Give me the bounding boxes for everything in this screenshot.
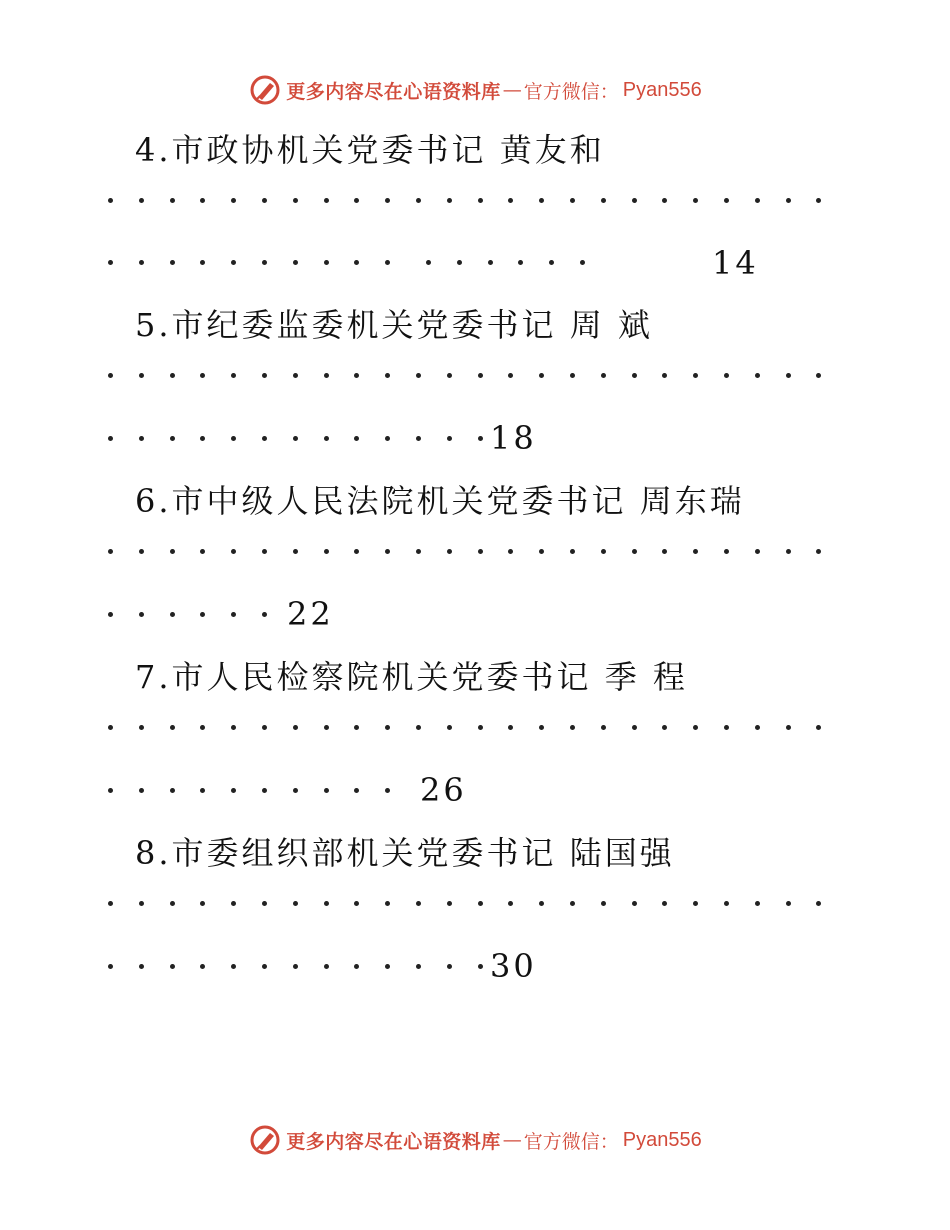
leader-dot [385,373,390,378]
leader-dot [324,198,329,203]
leader-dot [539,725,544,730]
leader-dot [354,373,359,378]
leader-dot [539,198,544,203]
leader-dot [816,373,821,378]
leader-dot [416,964,421,969]
leader-dot [293,725,298,730]
leader-dot [354,725,359,730]
leader-dot [139,198,144,203]
leader-dot [108,725,113,730]
leader-dot [786,373,791,378]
leader-dot [200,725,205,730]
toc-leader-dots [108,788,848,798]
toc-leader-dots [108,725,848,735]
leader-dot [200,549,205,554]
leader-dot [170,788,175,793]
leader-dot [354,549,359,554]
leader-dot [108,788,113,793]
toc-leader-dots [108,612,848,622]
watermark-wechat-label: 官方微信： [523,1130,619,1153]
leader-dot [816,901,821,906]
leader-dot [385,788,390,793]
leader-dot [724,901,729,906]
leader-dot [478,436,483,441]
leader-dot [262,725,267,730]
leader-dot [170,612,175,617]
leader-dot [508,198,513,203]
leader-dot [231,725,236,730]
leader-dot [816,549,821,554]
pen-logo-icon [248,1123,282,1157]
leader-dot [262,901,267,906]
toc-entry-title: 4.市政协机关党委书记 黄友和 [135,131,605,169]
leader-dot [324,549,329,554]
leader-dot [170,198,175,203]
toc-entry-title: 8.市委组织部机关党委书记 陆国强 [135,834,675,872]
leader-dot [231,373,236,378]
leader-dot [293,373,298,378]
leader-dot [108,373,113,378]
leader-dot [416,198,421,203]
leader-dot [231,436,236,441]
toc-page-number: 30 [490,947,537,985]
leader-dot [662,901,667,906]
leader-dot [293,964,298,969]
leader-dot [324,964,329,969]
leader-dot [570,549,575,554]
leader-dot [293,260,298,265]
leader-dot [200,198,205,203]
leader-dot [139,964,144,969]
leader-dot [231,788,236,793]
leader-dot [385,901,390,906]
leader-dot [324,260,329,265]
leader-dot [385,964,390,969]
leader-dot [755,198,760,203]
leader-dot [755,725,760,730]
leader-dot [108,612,113,617]
leader-dot [662,549,667,554]
leader-dot [139,549,144,554]
watermark-wechat-label: 官方微信： [523,80,619,103]
leader-dot [293,549,298,554]
leader-dot [262,788,267,793]
toc-leader-dots [108,198,848,208]
leader-dot [200,612,205,617]
leader-dot [816,198,821,203]
leader-dot [385,260,390,265]
leader-dot [262,260,267,265]
leader-dot [416,436,421,441]
leader-dot [262,612,267,617]
toc-leader-dots [108,436,848,446]
toc-leader-dots [108,373,848,383]
leader-dot [601,725,606,730]
leader-dot [447,964,452,969]
watermark-wechat-id: Pyan556 [622,78,702,101]
leader-dot [632,901,637,906]
leader-dot [139,788,144,793]
leader-dot [293,788,298,793]
leader-dot [231,612,236,617]
leader-dot [632,725,637,730]
leader-dot [200,436,205,441]
toc-page-number: 18 [490,419,537,457]
leader-dot [478,373,483,378]
leader-dot [231,198,236,203]
leader-dot [539,549,544,554]
leader-dot [354,198,359,203]
leader-dot [693,198,698,203]
leader-dot [170,549,175,554]
leader-dot [662,373,667,378]
leader-dot [262,373,267,378]
leader-dot [447,725,452,730]
watermark-text: 更多内容尽在心语资料库 [286,1130,501,1153]
leader-dot [170,373,175,378]
leader-dot [508,373,513,378]
leader-dot [570,373,575,378]
footer-watermark [0,1120,950,1160]
leader-dot [601,373,606,378]
leader-dot [139,725,144,730]
leader-dot [170,260,175,265]
leader-dot [508,901,513,906]
leader-dot [786,549,791,554]
leader-dot [108,901,113,906]
watermark-separator: — [502,1129,522,1151]
leader-dot [693,901,698,906]
leader-dot [354,901,359,906]
leader-dot [262,198,267,203]
leader-dot [539,373,544,378]
leader-dot [139,612,144,617]
leader-dot [478,549,483,554]
leader-dot [385,198,390,203]
toc-page-number: 26 [420,771,467,809]
leader-dot [724,725,729,730]
leader-dot [416,549,421,554]
leader-dot [293,436,298,441]
watermark-wechat-id: Pyan556 [622,1128,702,1151]
toc-page-number: 22 [287,595,334,633]
leader-dot [539,901,544,906]
watermark-text: 更多内容尽在心语资料库 [286,80,501,103]
watermark-separator: — [502,79,522,101]
leader-dot [139,373,144,378]
leader-dot [724,549,729,554]
leader-dot [570,198,575,203]
leader-dot [108,260,113,265]
leader-dot [426,260,431,265]
leader-dot [478,725,483,730]
leader-dot [416,901,421,906]
leader-dot [139,901,144,906]
leader-dot [755,373,760,378]
leader-dot [632,373,637,378]
leader-dot [601,901,606,906]
leader-dot [108,964,113,969]
leader-dot [570,725,575,730]
leader-dot [693,549,698,554]
leader-dot [170,901,175,906]
leader-dot [231,901,236,906]
leader-dot [447,436,452,441]
leader-dot [354,788,359,793]
leader-dot [447,901,452,906]
leader-dot [478,964,483,969]
toc-leader-dots [108,901,848,911]
leader-dot [200,964,205,969]
leader-dot [293,901,298,906]
leader-dot [200,901,205,906]
toc-leader-dots [108,964,848,974]
leader-dot [385,725,390,730]
leader-dot [755,549,760,554]
leader-dot [416,725,421,730]
leader-dot [324,373,329,378]
leader-dot [108,436,113,441]
toc-page-number: 14 [712,244,759,282]
leader-dot [324,788,329,793]
leader-dot [570,901,575,906]
leader-dot [632,549,637,554]
leader-dot [786,198,791,203]
toc-entry-title: 6.市中级人民法院机关党委书记 周东瑞 [135,482,745,520]
leader-dot [231,260,236,265]
leader-dot [354,964,359,969]
leader-dot [200,788,205,793]
leader-dot [447,198,452,203]
leader-dot [693,725,698,730]
leader-dot [518,260,523,265]
leader-dot [786,901,791,906]
leader-dot [385,549,390,554]
leader-dot [262,549,267,554]
leader-dot [262,964,267,969]
leader-dot [262,436,267,441]
leader-dot [488,260,493,265]
leader-dot [457,260,462,265]
leader-dot [724,198,729,203]
leader-dot [632,198,637,203]
leader-dot [755,901,760,906]
leader-dot [200,260,205,265]
leader-dot [662,725,667,730]
leader-dot [724,373,729,378]
toc-leader-dots [108,549,848,559]
leader-dot [416,373,421,378]
leader-dot [170,725,175,730]
leader-dot [231,549,236,554]
leader-dot [108,198,113,203]
leader-dot [662,198,667,203]
toc-entry-title: 5.市纪委监委机关党委书记 周 斌 [135,306,653,344]
leader-dot [139,436,144,441]
leader-dot [478,901,483,906]
toc-entry-title: 7.市人民检察院机关党委书记 季 程 [135,658,688,696]
leader-dot [200,373,205,378]
leader-dot [324,436,329,441]
leader-dot [478,198,483,203]
leader-dot [786,725,791,730]
leader-dot [447,373,452,378]
leader-dot [601,549,606,554]
leader-dot [385,436,390,441]
leader-dot [549,260,554,265]
leader-dot [447,549,452,554]
leader-dot [324,901,329,906]
leader-dot [508,549,513,554]
leader-dot [324,725,329,730]
leader-dot [139,260,144,265]
leader-dot [354,436,359,441]
leader-dot [508,725,513,730]
leader-dot [354,260,359,265]
leader-dot [231,964,236,969]
leader-dot [170,964,175,969]
leader-dot [601,198,606,203]
leader-dot [816,725,821,730]
leader-dot [580,260,585,265]
leader-dot [693,373,698,378]
leader-dot [170,436,175,441]
leader-dot [108,549,113,554]
leader-dot [293,198,298,203]
